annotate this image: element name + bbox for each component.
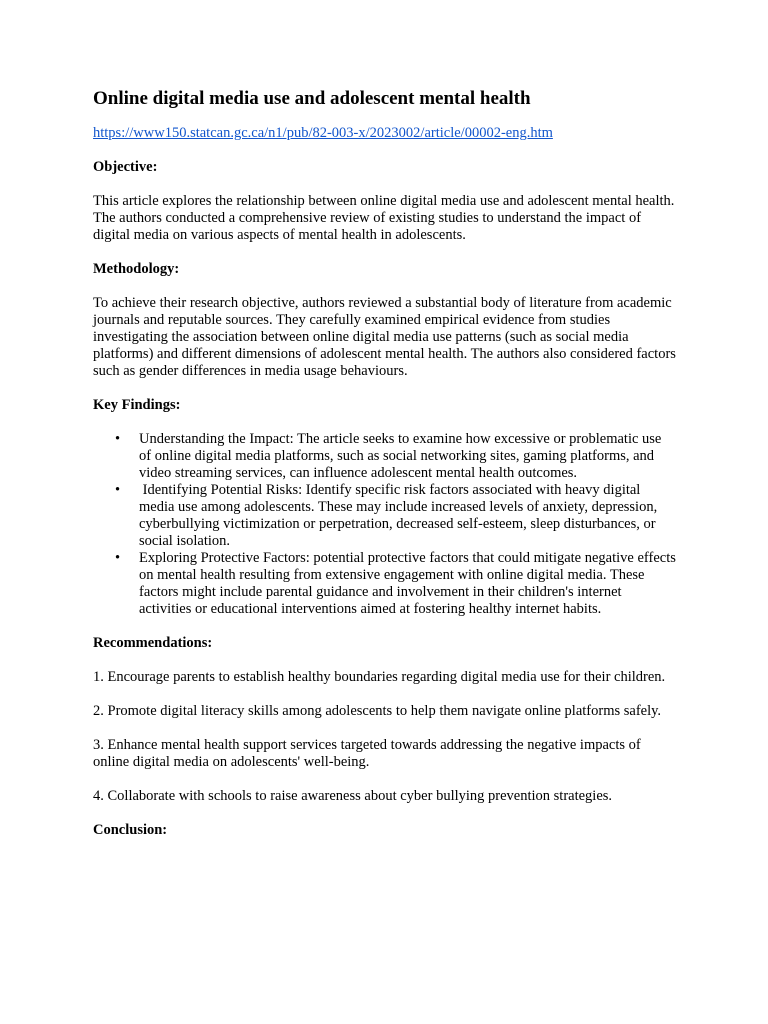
list-item xyxy=(115,550,676,618)
conclusion-heading: Conclusion: xyxy=(93,822,168,838)
methodology-paragraph: To achieve their research objective, authors reviewed a substantial body of literature from academic journals and reputable sources. They carefully examined empirical evidence from studies investigating the association between online digital media use patterns (such as social media platforms) and different dimensions of adolescent mental health. The authors also considered factors such as gender differences in media usage behaviours. xyxy=(93,295,676,379)
bullet-icon: • xyxy=(115,482,121,498)
objective-heading: Objective: xyxy=(93,159,158,175)
recommendation-3: 3. Enhance mental health support services targeted towards addressing the negative impacts of online digital media on adolescents' well-being. xyxy=(93,737,641,770)
methodology-heading: Methodology: xyxy=(93,261,180,277)
recommendations-heading: Recommendations: xyxy=(93,635,213,651)
bullet-icon: • xyxy=(115,550,121,566)
list-item xyxy=(115,431,676,482)
objective-paragraph: This article explores the relationship between online digital media use and adolescent mental health. The authors conducted a comprehensive review of existing studies to understand the impact of digital media on various aspects of mental health in adolescents. xyxy=(93,193,675,243)
document-title: Online digital media use and adolescent mental health xyxy=(93,88,531,109)
finding-text: Identifying Potential Risks: Identify specific risk factors associated with heavy digital media use among adolescents. These may include increased levels of anxiety, depression, cyberbullying victimization or perpetration, decreased self-esteem, sleep disturbances, or social isolation. xyxy=(139,482,661,549)
key-findings-heading: Key Findings: xyxy=(93,397,181,413)
key-findings-list xyxy=(93,431,676,618)
finding-text: Exploring Protective Factors: potential protective factors that could mitigate negative effects on mental health resulting from extensive engagement with online digital media. These factors might include parental guidance and involvement in their children's internet activities or educational interventions aimed at fostering healthy internet habits. xyxy=(139,550,676,617)
finding-text: Understanding the Impact: The article seeks to examine how excessive or problematic use of online digital media platforms, such as social networking sites, gaming platforms, and video streaming services, can influence adolescent mental health outcomes. xyxy=(139,431,662,481)
list-item xyxy=(115,482,676,550)
recommendation-1: 1. Encourage parents to establish healthy boundaries regarding digital media use for their children. xyxy=(93,669,666,685)
source-link[interactable]: https://www150.statcan.gc.ca/n1/pub/82-003-x/2023002/article/00002-eng.htm xyxy=(93,125,553,141)
recommendation-2: 2. Promote digital literacy skills among adolescents to help them navigate online platforms safely. xyxy=(93,703,662,719)
bullet-icon: • xyxy=(115,431,121,447)
recommendation-4: 4. Collaborate with schools to raise awareness about cyber bullying prevention strategies. xyxy=(93,788,613,804)
